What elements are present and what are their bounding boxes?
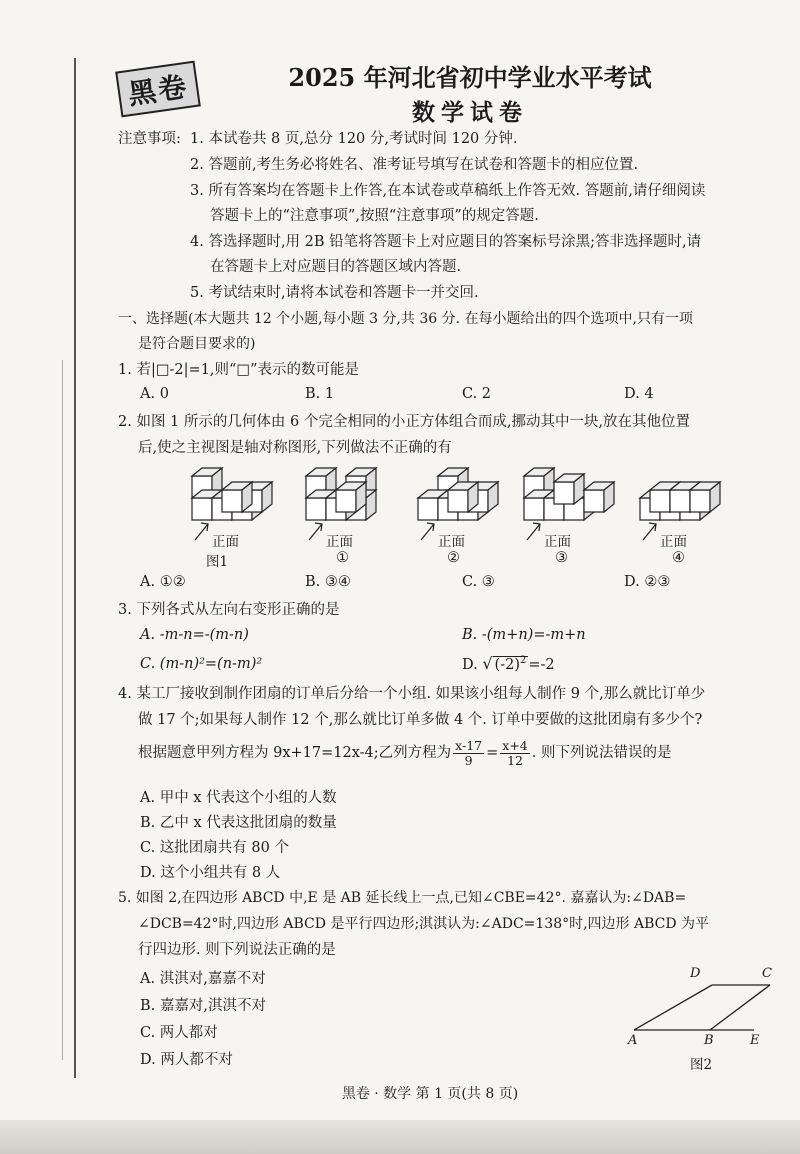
figure-2-caption: 图2 — [690, 1057, 713, 1073]
figure-option-3-caption: ③ — [555, 550, 568, 566]
note-4: 4. 答选择题时,用 2B 铅笔将答题卡上对应题目的答案标号涂黑;答非选择题时,请 — [190, 234, 702, 250]
note-3-cont: 答题卡上的“注意事项”,按照“注意事项”的规定答题. — [210, 208, 539, 224]
q1-option-c: C. 2 — [462, 386, 492, 402]
section-heading-cont: 是符合题目要求的) — [138, 336, 256, 352]
q2-option-d: D. ②③ — [624, 574, 671, 590]
fraction-yi: $\frac{x+4}{12}$ — [502, 737, 528, 768]
q1-option-d: D. 4 — [624, 386, 654, 402]
figure-1-caption: 图1 — [206, 554, 229, 570]
point-label-d: D — [690, 966, 701, 981]
figure-1-solid — [192, 468, 272, 520]
point-label-e: E — [750, 1033, 760, 1048]
q4-option-d: D. 这个小组共有 8 人 — [140, 865, 281, 881]
binding-line — [74, 58, 76, 1078]
q5-stem: 5. 如图 2,在四边形 ABCD 中,E 是 AB 延长线上一点,已知∠CBE=42°. 嘉嘉认为:∠DAB= — [118, 890, 687, 906]
q3-stem: 3. 下列各式从左向右变形正确的是 — [118, 602, 340, 618]
section-heading: 一、选择题(本大题共 12 个小题,每小题 3 分,共 36 分. 在每小题给出的四个选项中,只有一项 — [118, 311, 693, 327]
front-label-fig1: 正面 — [212, 534, 239, 550]
q5-option-c: C. 两人都对 — [140, 1025, 218, 1041]
note-3: 3. 所有答案均在答题卡上作答,在本试卷或草稿纸上作答无效. 答题前,请仔细阅读 — [190, 183, 706, 199]
binding-line-faint — [62, 360, 63, 1060]
q2-stem: 2. 如图 1 所示的几何体由 6 个完全相同的小正方体组合而成,挪动其中一块,放在其他位置 — [118, 414, 691, 430]
q4-option-a: A. 甲中 x 代表这个小组的人数 — [140, 790, 337, 806]
front-label-opt1: 正面 — [326, 534, 353, 550]
q2-option-a: A. ①② — [140, 574, 186, 590]
point-label-c: C — [762, 966, 772, 981]
front-label-opt2: 正面 — [438, 534, 465, 550]
figure-option-3-solid — [524, 468, 614, 520]
exam-subtitle: 数学试卷 — [412, 99, 528, 126]
q5-option-d: D. 两人都不对 — [140, 1052, 233, 1068]
note-2: 2. 答题前,考生务必将姓名、准考证号填写在试卷和答题卡的相应位置. — [190, 157, 639, 173]
front-label-opt3: 正面 — [544, 534, 571, 550]
fraction-jia: $\frac{x-17}{9}$ — [455, 737, 483, 768]
q3-option-a: A. -m-n=-(m-n) — [140, 627, 249, 643]
q2-stem-cont: 后,使之主视图是轴对称图形,下列做法不正确的有 — [138, 440, 452, 456]
q3-option-d: D. √ $(-2)^2 =-2$ — [462, 654, 555, 673]
q5-stem-cont2: 行四边形. 则下列说法正确的是 — [138, 942, 336, 958]
q5-stem-cont: ∠DCB=42°时,四边形 ABCD 是平行四边形;淇淇认为:∠ADC=138°时,四边形 ABCD 为平 — [138, 916, 710, 932]
q4-stem: 4. 某工厂接收到制作团扇的订单后分给一个小组. 如果该小组每人制作 9 个,那么就比订单少 — [118, 686, 706, 702]
q2-option-c: C. ③ — [462, 574, 495, 590]
q4-option-b: B. 乙中 x 代表这批团扇的数量 — [140, 815, 337, 831]
notes-label: 注意事项: — [118, 131, 181, 147]
note-1: 1. 本试卷共 8 页,总分 120 分,考试时间 120 分钟. — [190, 131, 518, 147]
q4-equations: 根据题意甲列方程为 9x+17=12x-4;乙列方程为 $\frac{x-17}{9}$ = $\frac{x+4}{12}$ . 则下列说法错误的是 — [138, 737, 672, 768]
q1-stem: 1. 若|□-2|=1,则“□”表示的数可能是 — [118, 362, 360, 378]
heijuan-logo: 黑卷 — [115, 61, 201, 118]
q1-option-a: A. 0 — [140, 386, 169, 402]
point-label-a: A — [628, 1033, 638, 1048]
figure-option-4-caption: ④ — [672, 550, 685, 566]
q4-option-c: C. 这批团扇共有 80 个 — [140, 840, 289, 856]
q4-stem-cont: 做 17 个;如果每人制作 12 个,那么就比订单多做 4 个. 订单中要做的这批团扇有多少个? — [138, 712, 703, 728]
q5-option-b: B. 嘉嘉对,淇淇不对 — [140, 998, 266, 1014]
note-4-cont: 在答题卡上对应题目的答题区域内答题. — [210, 259, 462, 275]
q1-option-b: B. 1 — [305, 386, 335, 402]
exam-title: 2025 年河北省初中学业水平考试 — [288, 63, 652, 92]
figure-option-2-caption: ② — [447, 550, 460, 566]
point-label-b: B — [704, 1033, 714, 1048]
q3-option-b: B. -(m+n)=-m+n — [462, 627, 586, 643]
scan-shadow — [0, 1120, 800, 1154]
figure-option-4-solid — [640, 482, 720, 520]
figure-option-2-solid — [418, 468, 498, 520]
figure-option-1-caption: ① — [336, 550, 349, 566]
front-label-opt4: 正面 — [660, 534, 687, 550]
q5-option-a: A. 淇淇对,嘉嘉不对 — [140, 971, 266, 987]
figure-2-quadrilateral — [634, 985, 770, 1030]
front-arrows — [195, 523, 656, 540]
q2-option-b: B. ③④ — [305, 574, 351, 590]
q3-option-c: C. (m-n)²=(n-m)² — [140, 656, 263, 672]
figure-option-1-solid — [306, 468, 376, 520]
page-footer: 黑卷 · 数学 第 1 页(共 8 页) — [341, 1086, 519, 1102]
note-5: 5. 考试结束时,请将本试卷和答题卡一并交回. — [190, 285, 479, 301]
